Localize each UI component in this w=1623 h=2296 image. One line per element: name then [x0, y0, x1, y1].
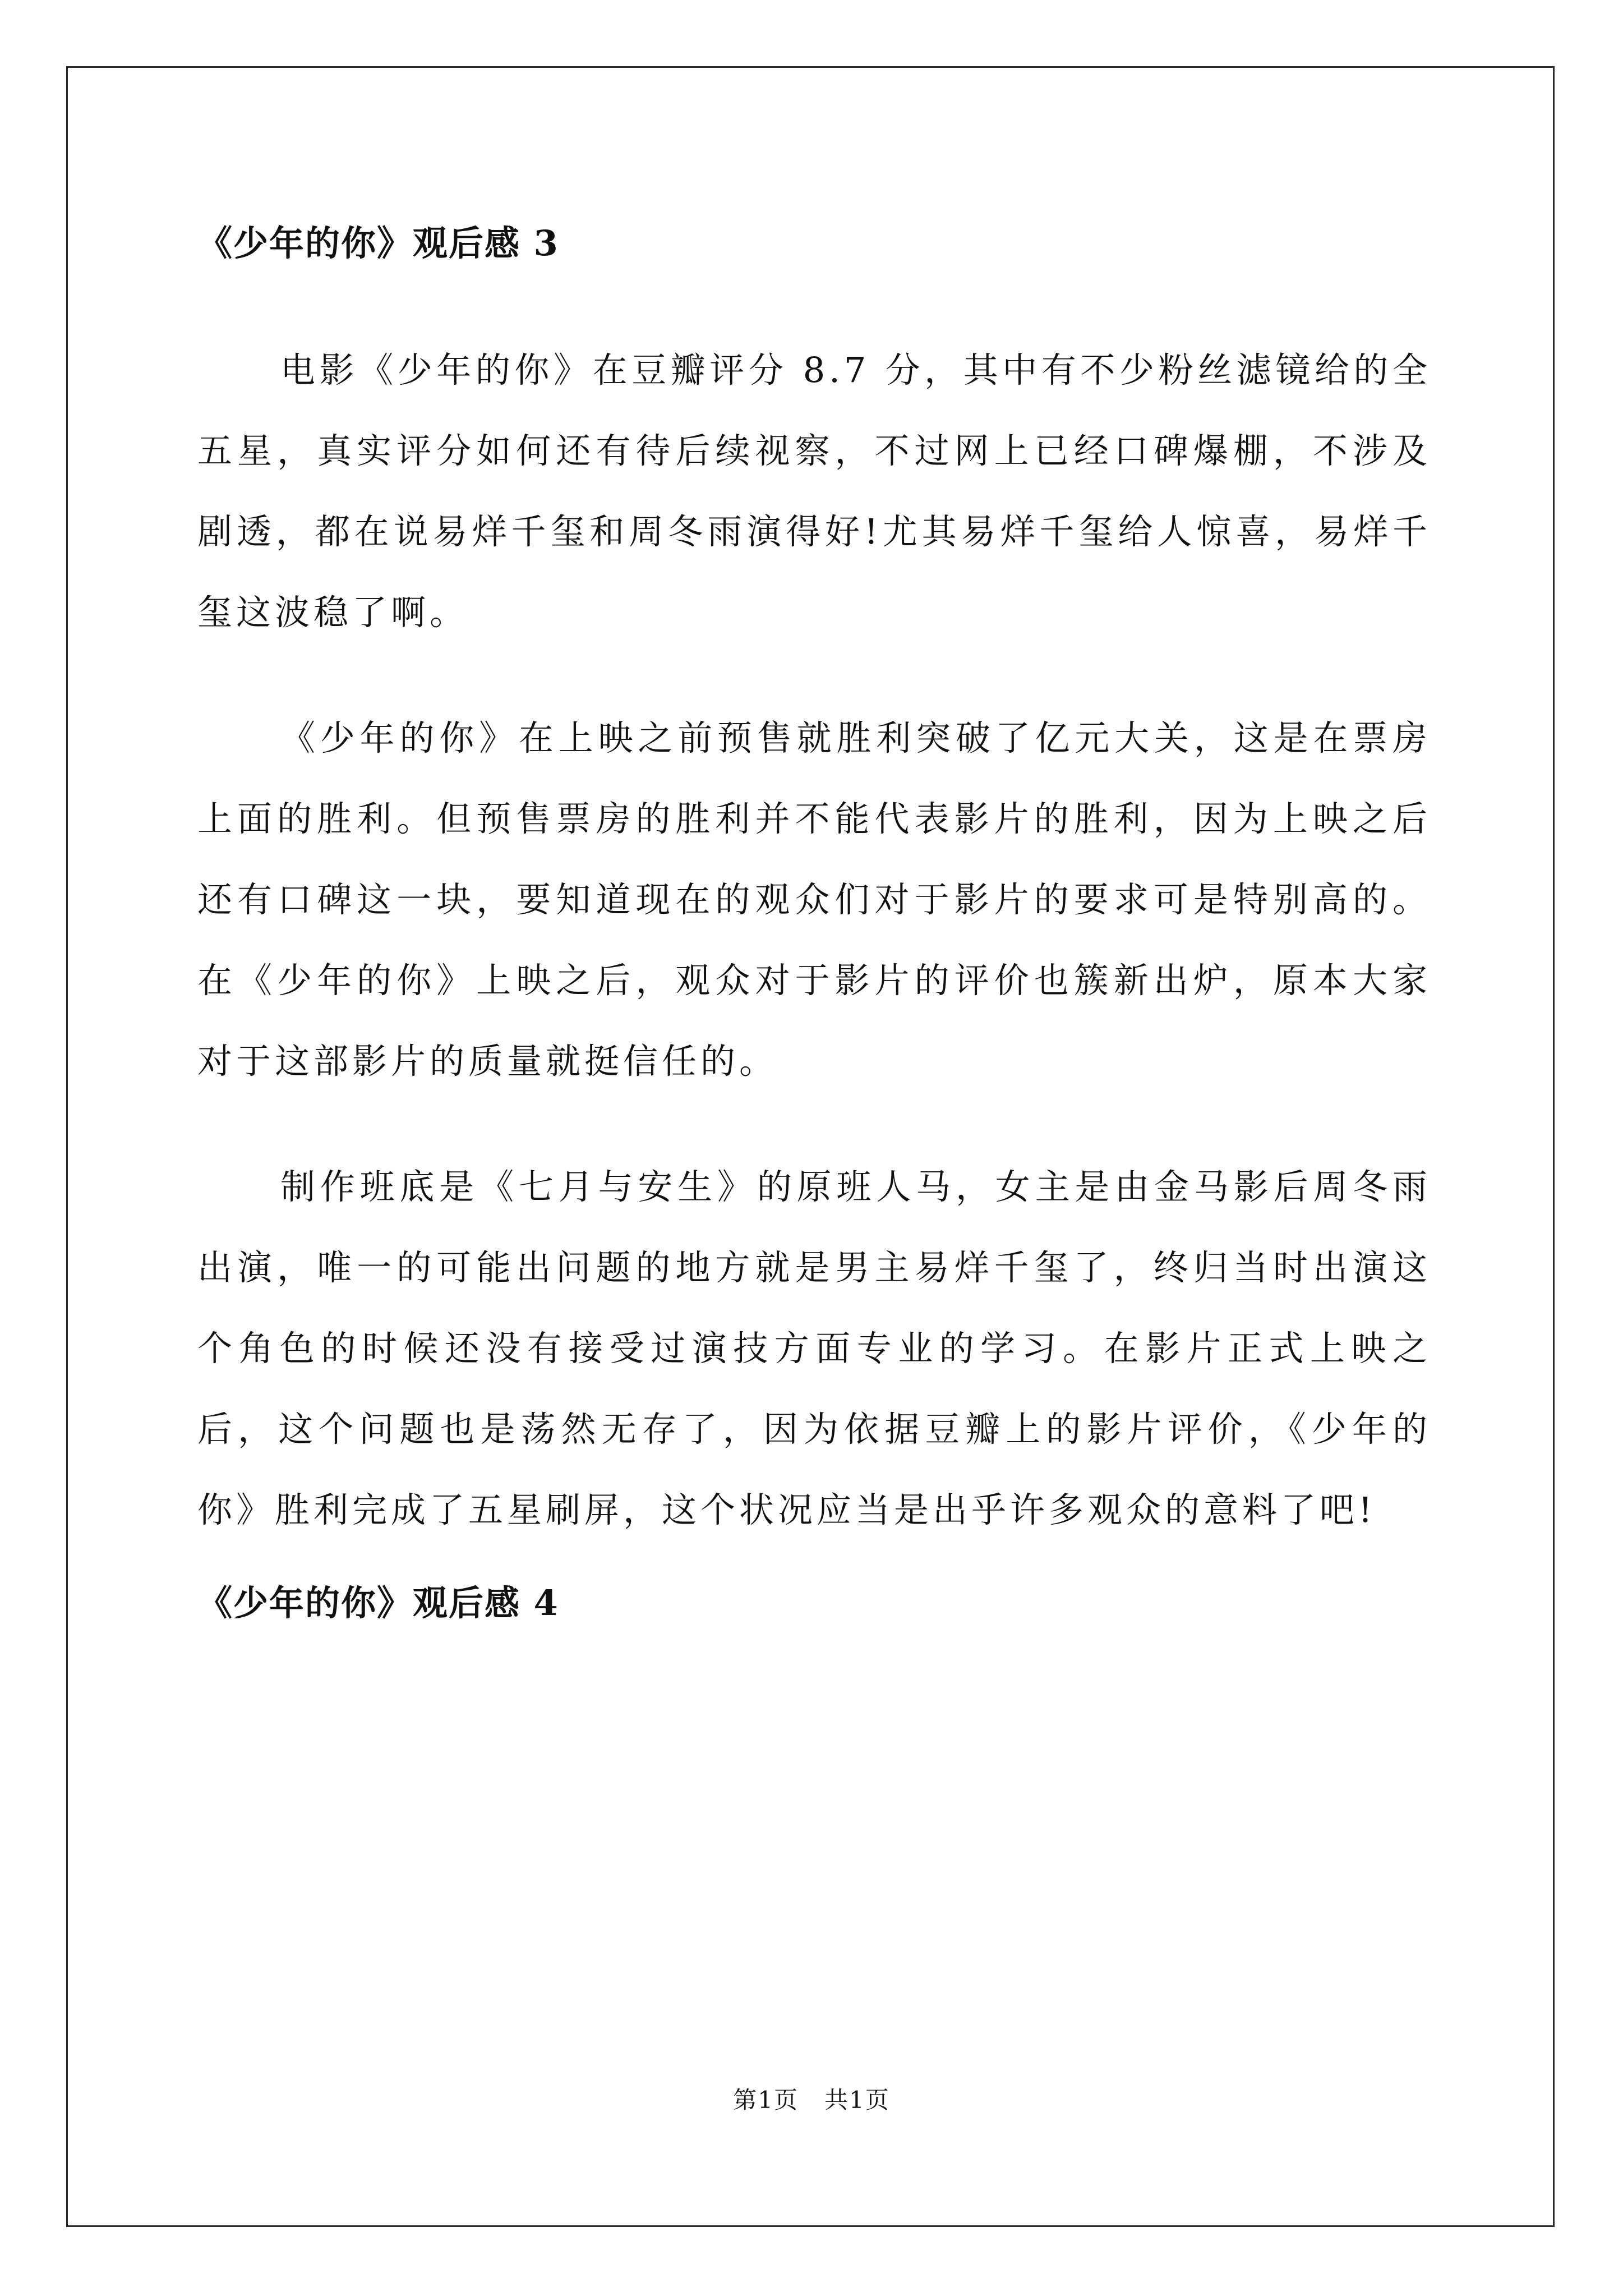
document-body	[197, 220, 1431, 1627]
paragraph: 《少年的你》在上映之前预售就胜利突破了亿元大关，这是在票房上面的胜利。但预售票房的胜利并不能代表影片的胜利，因为上映之后还有口碑这一块，要知道现在的观众们对于影片的要求可是特别高的。在《少年的你》上映之后，观众对于影片的评价也簇新出炉，原本大家对于这部影片的质量就挺信任的。	[197, 717, 1431, 1082]
section-heading: 《少年的你》观后感 3	[197, 223, 559, 264]
page-footer	[0, 2085, 1623, 2116]
paragraph: 制作班底是《七月与安生》的原班人马，女主是由金马影后周冬雨出演，唯一的可能出问题的地方就是男主易烊千玺了，终归当时出演这个角色的时候还没有接受过演技方面专业的学习。在影片正式上映之后，这个问题也是荡然无存了，因为依据豆瓣上的影片评价，《少年的你》胜利完成了五星刷屏，这个状况应当是出乎许多观众的意料了吧!	[197, 1166, 1431, 1530]
section-heading: 《少年的你》观后感 4	[197, 1582, 559, 1623]
page-total: 共1页	[824, 2086, 890, 2114]
page-number: 第1页	[733, 2086, 799, 2114]
paragraph: 电影《少年的你》在豆瓣评分 8.7 分，其中有不少粉丝滤镜给的全五星，真实评分如何还有待后续视察，不过网上已经口碑爆棚，不涉及剧透，都在说易烊千玺和周冬雨演得好!尤其易烊千玺给人惊喜，易烊千玺这波稳了啊。	[197, 349, 1431, 633]
